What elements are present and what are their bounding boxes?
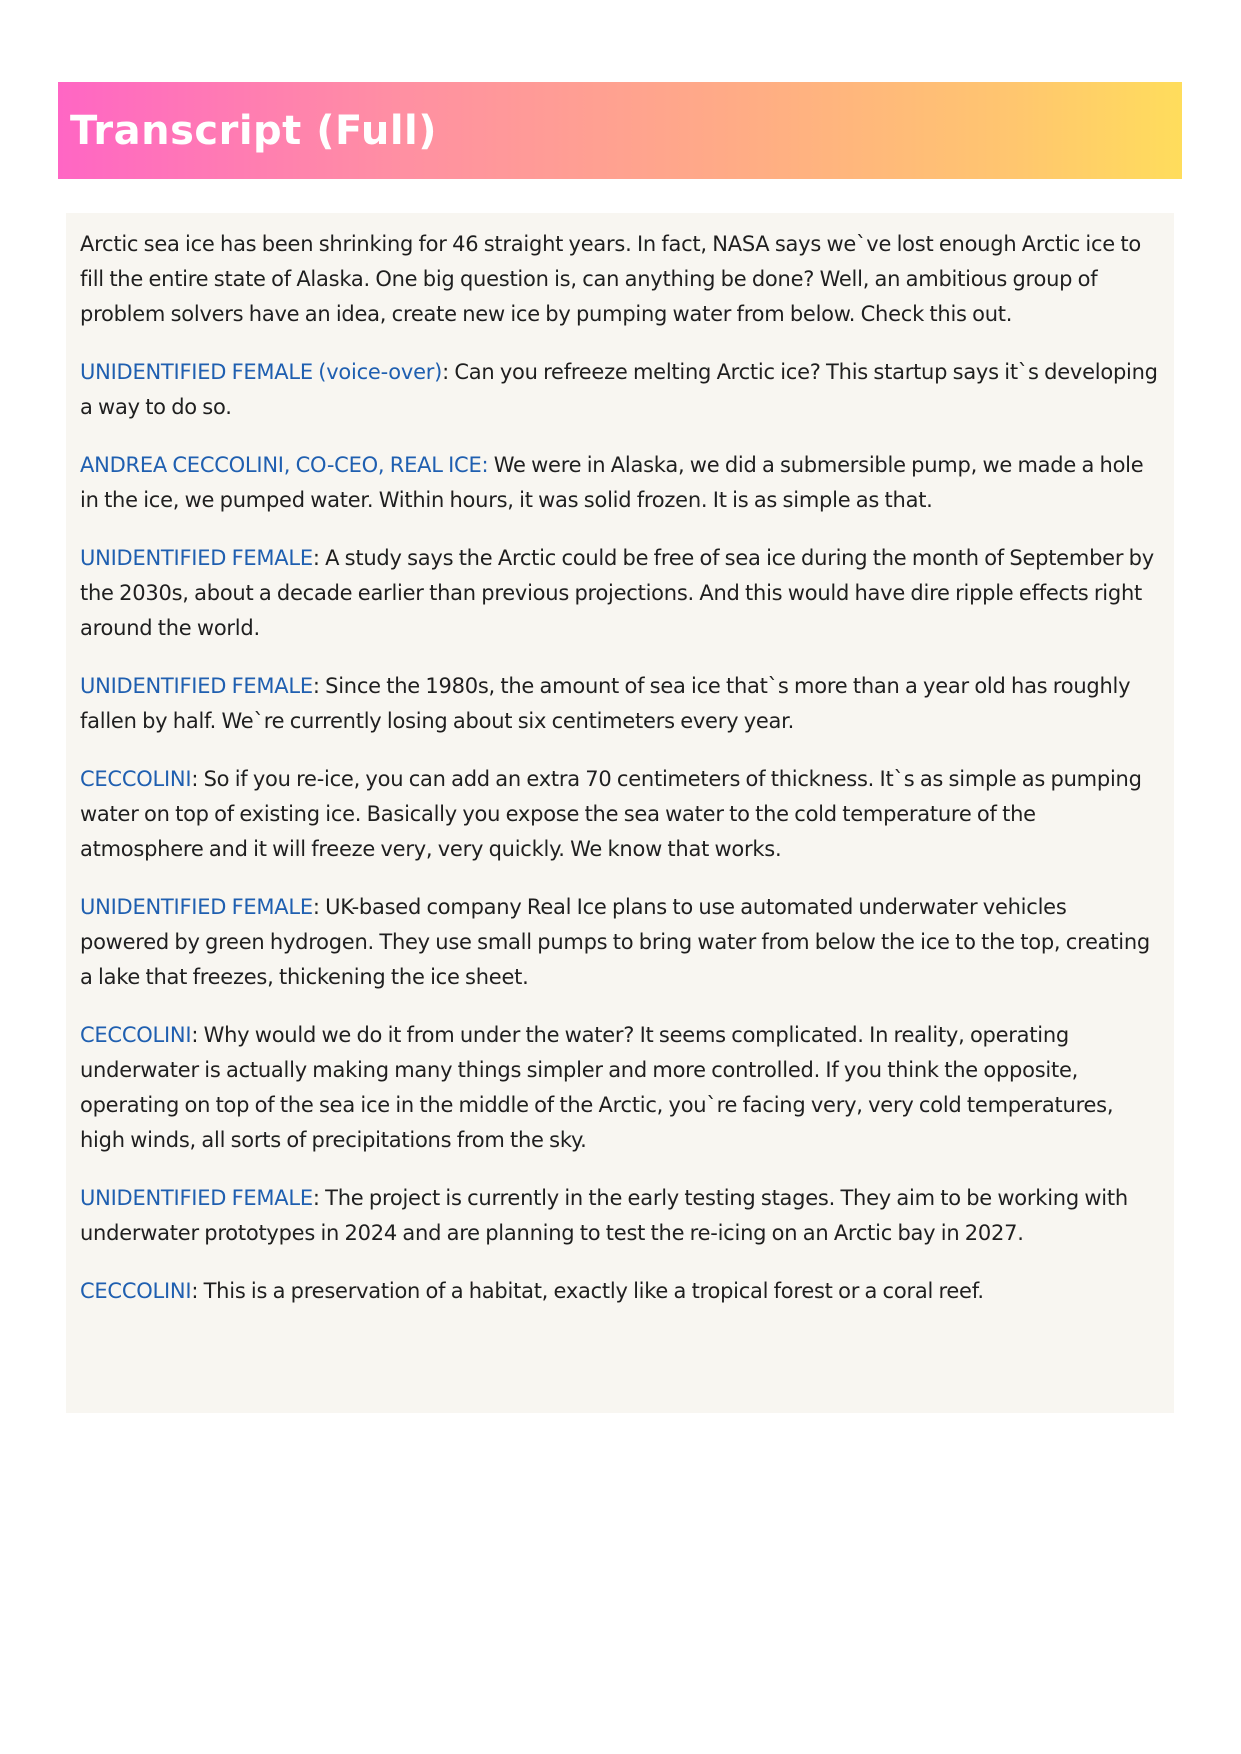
segment-text: : The project is currently in the early testing stages. They aim to be working with underwater prototypes in 2024 and are planning to test the re-icing on an Arctic bay in 2027. [80, 1186, 1128, 1245]
transcript-segment [80, 541, 1160, 646]
transcript-segment [80, 355, 1160, 425]
segment-text: : So if you re-ice, you can add an extra 70 centimeters of thickness. It`s as simple as pumping water on top of existing ice. Basically you expose the sea water to the cold temperature of the atmosphere and it will freeze very, very quickly. We know that works. [80, 767, 1142, 861]
page-title: Transcript (Full) [70, 107, 438, 154]
transcript-segment [80, 448, 1160, 518]
speaker-label: UNIDENTIFIED FEMALE [80, 1186, 313, 1210]
transcript-segment [80, 890, 1160, 995]
transcript-segment [80, 762, 1160, 867]
segment-text: : UK-based company Real Ice plans to use automated underwater vehicles powered by green hydrogen. They use small pumps to bring water from below the ice to the top, creating a lake that freezes, thickening the ice sheet. [80, 895, 1150, 989]
speaker-label: UNIDENTIFIED FEMALE (voice-over) [80, 360, 443, 384]
speaker-label: CECCOLINI [80, 767, 192, 791]
transcript-header-banner [58, 82, 1182, 179]
segment-text: We were in Alaska, we did a submersible pump, we made a hole in the ice, we pumped water. Within hours, it was solid frozen. It is as simple as that. [80, 453, 1144, 512]
speaker-label: UNIDENTIFIED FEMALE [80, 895, 313, 919]
transcript-intro: Arctic sea ice has been shrinking for 46 straight years. In fact, NASA says we`ve lost enough Arctic ice to fill the entire state of Alaska. One big question is, can anything be done? Well, an ambitious group of problem solvers have an idea, create new ice by pumping water from below. Check this out. [80, 232, 1141, 326]
segment-text: : This is a preservation of a habitat, exactly like a tropical forest or a coral reef. [191, 1279, 984, 1303]
speaker-label: UNIDENTIFIED FEMALE [80, 546, 313, 570]
transcript-segment [80, 1274, 1160, 1309]
speaker-label: UNIDENTIFIED FEMALE [80, 674, 313, 698]
segment-text: : A study says the Arctic could be free of sea ice during the month of September by the 2030s, about a decade earlier than previous projections. And this would have dire ripple effects right around the world. [80, 546, 1154, 640]
segment-text: : Since the 1980s, the amount of sea ice that`s more than a year old has roughly fallen by half. We`re currently losing about six centimeters every year. [80, 674, 1131, 733]
transcript-segment [80, 1018, 1160, 1158]
speaker-label: CECCOLINI [80, 1023, 192, 1047]
speaker-label: ANDREA CECCOLINI, CO-CEO, REAL ICE: [80, 453, 489, 477]
transcript-body [66, 213, 1174, 1413]
transcript-segment [80, 669, 1160, 739]
segment-text: : Can you refreeze melting Arctic ice? This startup says it`s developing a way to do so. [80, 360, 1158, 419]
transcript-segment [80, 1181, 1160, 1251]
segment-text: : Why would we do it from under the water? It seems complicated. In reality, operating underwater is actually making many things simpler and more controlled. If you think the opposite, operating on top of the sea ice in the middle of the Arctic, you`re facing very, very cold temperatures, high winds, all sorts of precipitations from the sky. [80, 1023, 1114, 1152]
speaker-label: CECCOLINI [80, 1279, 192, 1303]
